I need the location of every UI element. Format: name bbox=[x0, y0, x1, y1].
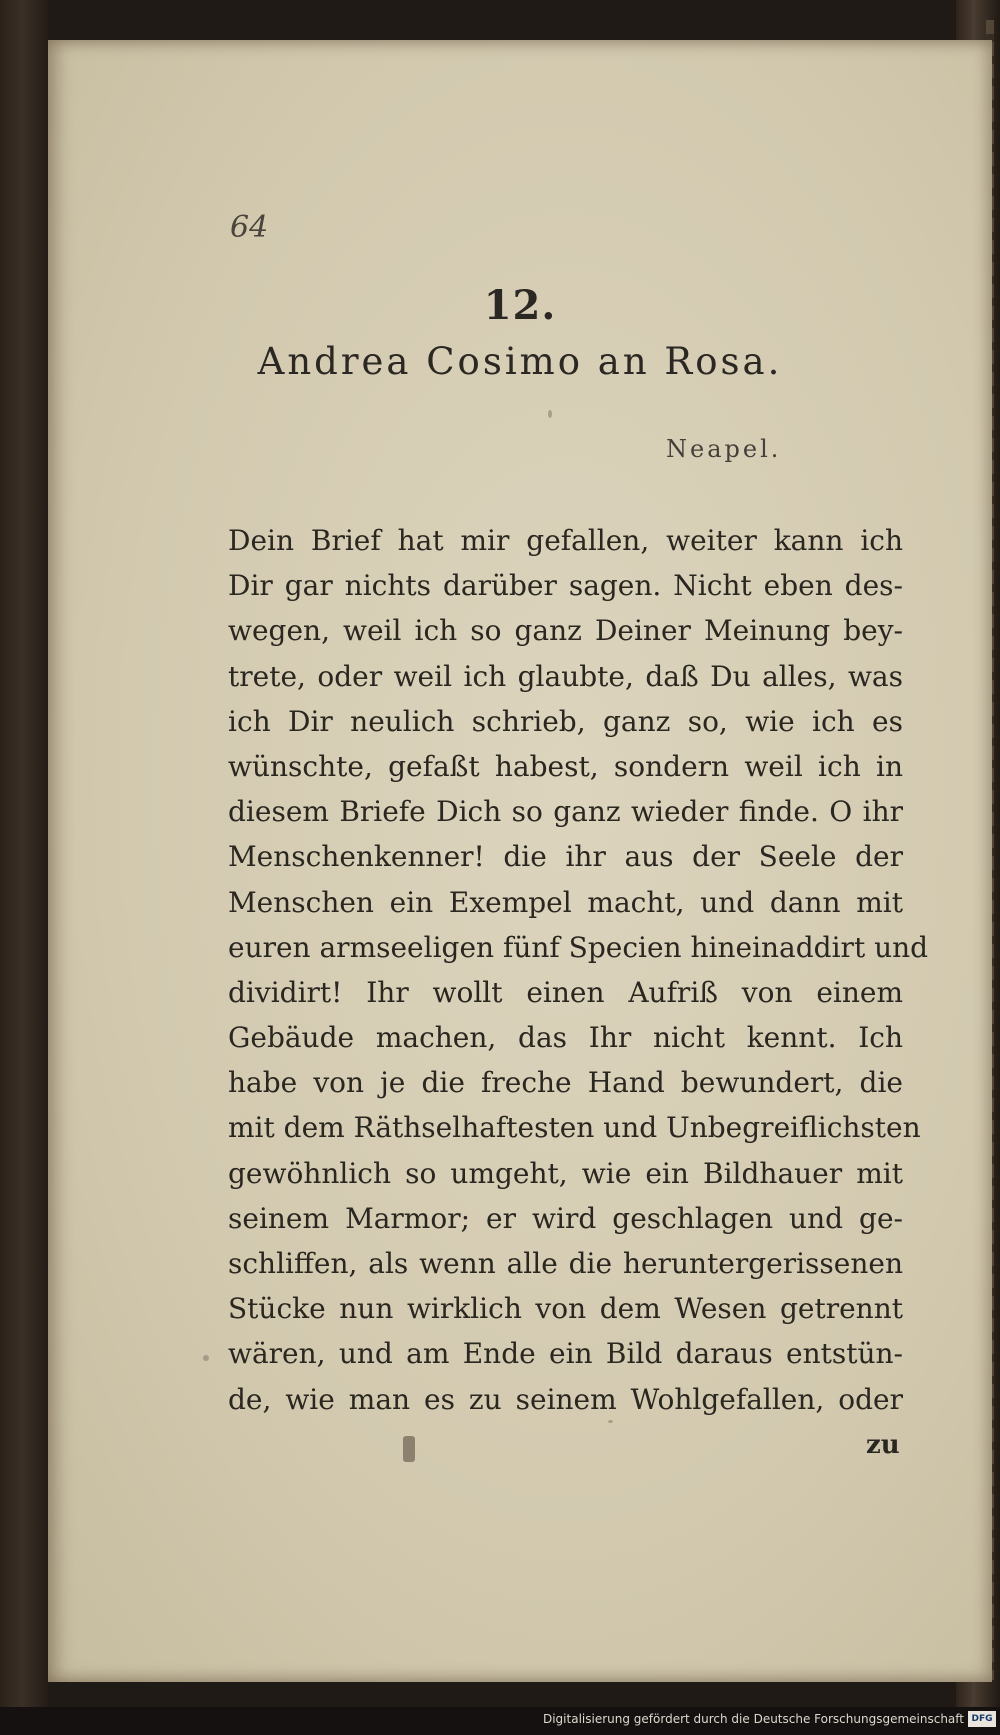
letter-body bbox=[228, 518, 929, 1422]
body-line: wären, und am Ende ein Bild daraus entstün- bbox=[228, 1337, 903, 1371]
body-line: mit dem Räthselhaftesten und Unbegreiflichsten bbox=[228, 1111, 921, 1145]
paper-speck bbox=[608, 1420, 613, 1423]
catchword: zu bbox=[866, 1430, 900, 1460]
dfg-logo: DFG bbox=[968, 1711, 996, 1727]
letter-heading: Andrea Cosimo an Rosa. bbox=[257, 340, 783, 383]
footer-credit: Digitalisierung gefördert durch die Deutsche Forschungsgemeinschaft bbox=[542, 1712, 964, 1726]
body-line: wünschte, gefaßt habest, sondern weil ich in bbox=[228, 749, 903, 783]
paper-speck bbox=[548, 410, 552, 418]
body-line: Dir gar nichts darüber sagen. Nicht eben des- bbox=[228, 569, 903, 603]
body-line: ich Dir neulich schrieb, ganz so, wie ich es bbox=[228, 704, 903, 738]
letter-number: 12. bbox=[483, 282, 557, 329]
place-line: Neapel. bbox=[666, 435, 782, 463]
body-line: Dein Brief hat mir gefallen, weiter kann ich bbox=[228, 524, 903, 557]
body-line: diesem Briefe Dich so ganz wieder finde. O ihr bbox=[228, 795, 903, 829]
body-line: de, wie man es zu seinem Wohlgefallen, oder bbox=[228, 1382, 903, 1416]
body-line: wegen, weil ich so ganz Deiner Meinung bey- bbox=[228, 614, 903, 648]
book-page bbox=[48, 40, 992, 1682]
body-line: euren armseeligen fünf Specien hineinaddirt und bbox=[228, 930, 929, 964]
body-line: Menschen ein Exempel macht, und dann mit bbox=[228, 885, 903, 919]
body-line: habe von je die freche Hand bewundert, die bbox=[228, 1066, 903, 1100]
page-number: 64 bbox=[230, 210, 269, 245]
body-line: schliffen, als wenn alle die heruntergerissenen bbox=[228, 1247, 903, 1280]
body-line: trete, oder weil ich glaubte, daß Du alles, was bbox=[228, 659, 903, 693]
body-line: Gebäude machen, das Ihr nicht kennt. Ich bbox=[228, 1021, 903, 1055]
book-edge-left bbox=[0, 0, 48, 1735]
signature-mark bbox=[403, 1436, 415, 1462]
body-line: seinem Marmor; er wird geschlagen und ge- bbox=[228, 1201, 903, 1235]
body-line: Stücke nun wirklich von dem Wesen getrennt bbox=[228, 1292, 903, 1326]
body-line: gewöhnlich so umgeht, wie ein Bildhauer mit bbox=[228, 1156, 903, 1190]
body-line: Menschenkenner! die ihr aus der Seele der bbox=[228, 840, 903, 874]
paper-speck bbox=[203, 1355, 209, 1361]
body-line: dividirt! Ihr wollt einen Aufriß von einem bbox=[228, 975, 903, 1009]
